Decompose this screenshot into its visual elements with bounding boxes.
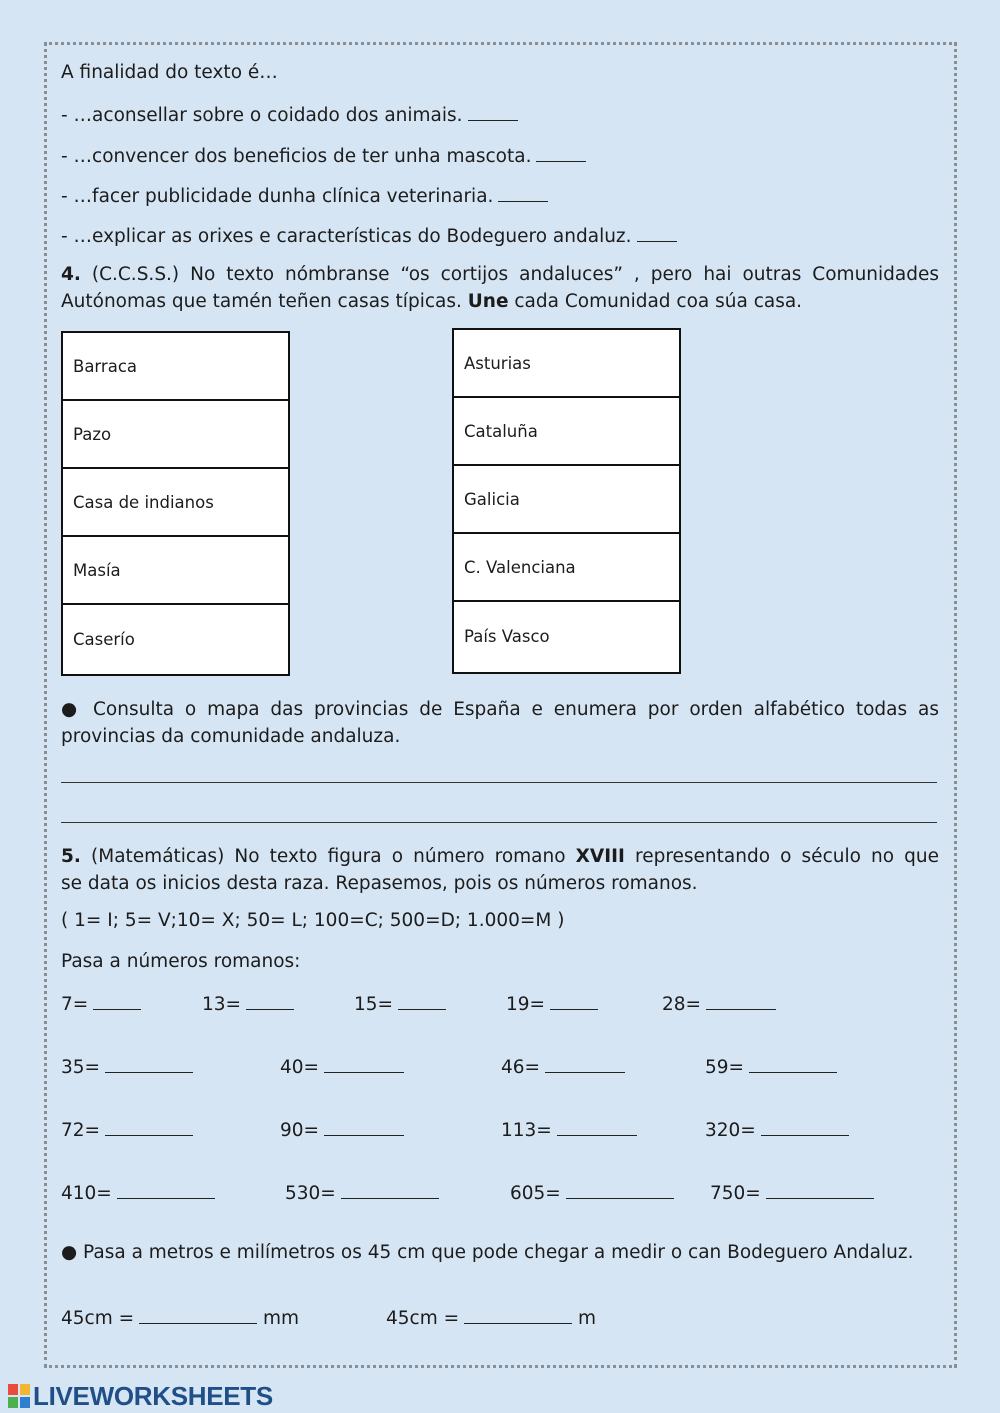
roman-exercise: 19= bbox=[506, 991, 598, 1015]
answer-blank[interactable] bbox=[566, 1180, 674, 1199]
communities-table bbox=[452, 328, 681, 674]
liveworksheets-logo[interactable] bbox=[8, 1381, 273, 1411]
roman-exercise: 530= bbox=[285, 1180, 439, 1204]
roman-exercise: 59= bbox=[705, 1054, 837, 1078]
roman-exercise: 113= bbox=[501, 1117, 637, 1141]
q3-option-1: - …aconsellar sobre o coidado dos animais. bbox=[61, 102, 518, 127]
bullet: ● bbox=[61, 699, 83, 720]
community-cell[interactable]: País Vasco bbox=[464, 626, 550, 646]
answer-blank[interactable] bbox=[468, 102, 518, 121]
answer-blank[interactable] bbox=[550, 991, 598, 1010]
answer-blank[interactable] bbox=[749, 1054, 837, 1073]
roman-exercise: 40= bbox=[280, 1054, 404, 1078]
roman-exercise: 7= bbox=[61, 991, 141, 1015]
liveworksheets-logo-icon bbox=[8, 1384, 30, 1408]
community-cell[interactable]: Cataluña bbox=[454, 398, 679, 466]
answer-blank[interactable] bbox=[324, 1054, 404, 1073]
answer-blank[interactable] bbox=[341, 1180, 439, 1199]
house-cell[interactable]: Pazo bbox=[63, 401, 288, 469]
convert-m: 45cm = m bbox=[386, 1305, 596, 1329]
convert-mm: 45cm = mm bbox=[61, 1305, 299, 1329]
roman-exercise: 35= bbox=[61, 1054, 193, 1078]
answer-blank[interactable] bbox=[139, 1305, 257, 1324]
community-cell[interactable]: Galicia bbox=[454, 466, 679, 534]
q5-statement: 5. (Matemáticas) No texto figura o número romano XVIII representando o século no que se data os inicios desta raza. Repasemos, pois os números romanos. bbox=[61, 846, 940, 894]
answer-blank[interactable] bbox=[246, 991, 294, 1010]
q3-option-4: - …explicar as orixes e características do Bodeguero andaluz. bbox=[61, 223, 677, 248]
answer-blank[interactable] bbox=[545, 1054, 625, 1073]
roman-exercise: 605= bbox=[510, 1180, 674, 1204]
answer-blank[interactable] bbox=[324, 1117, 404, 1136]
answer-blank[interactable] bbox=[498, 183, 548, 202]
q4-statement: 4. (C.C.S.S.) No texto nómbranse “os cortijos andaluces” , pero hai outras Comunidades Autónomas que tamén teñen casas típicas. Une cada Comunidad coa súa casa. bbox=[61, 264, 939, 312]
answer-blank[interactable] bbox=[536, 143, 586, 162]
roman-exercise: 410= bbox=[61, 1180, 215, 1204]
q3-intro: A finalidad do texto é… bbox=[61, 62, 278, 83]
answer-line[interactable] bbox=[61, 782, 937, 783]
answer-blank[interactable] bbox=[557, 1117, 637, 1136]
q4-map-task: ● Consulta o mapa das provincias de España e enumera por orden alfabético todas as provincias da comunidade andaluza. bbox=[61, 699, 939, 747]
answer-blank[interactable] bbox=[706, 991, 776, 1010]
community-cell[interactable]: C. Valenciana bbox=[454, 534, 679, 602]
roman-key: ( 1= I; 5= V;10= X; 50= L; 100=C; 500=D; 1.000=M ) bbox=[61, 910, 565, 931]
answer-blank[interactable] bbox=[761, 1117, 849, 1136]
houses-table bbox=[61, 331, 290, 676]
q3-option-2: - …convencer dos beneficios de ter unha mascota. bbox=[61, 143, 586, 168]
answer-blank[interactable] bbox=[117, 1180, 215, 1199]
roman-exercise: 15= bbox=[354, 991, 446, 1015]
house-cell[interactable]: Masía bbox=[63, 537, 288, 605]
answer-blank[interactable] bbox=[398, 991, 446, 1010]
community-cell[interactable]: Asturias bbox=[454, 330, 679, 398]
answer-blank[interactable] bbox=[464, 1305, 572, 1324]
answer-blank[interactable] bbox=[637, 223, 677, 242]
house-cell[interactable]: Caserío bbox=[73, 629, 135, 649]
roman-exercise: 28= bbox=[662, 991, 776, 1015]
answer-blank[interactable] bbox=[93, 991, 141, 1010]
answer-line[interactable] bbox=[61, 822, 937, 823]
roman-exercise: 13= bbox=[202, 991, 294, 1015]
answer-blank[interactable] bbox=[105, 1054, 193, 1073]
roman-exercise: 72= bbox=[61, 1117, 193, 1141]
q3-option-3: - …facer publicidade dunha clínica veterinaria. bbox=[61, 183, 548, 208]
answer-blank[interactable] bbox=[105, 1117, 193, 1136]
answer-blank[interactable] bbox=[766, 1180, 874, 1199]
q5-instruction: Pasa a números romanos: bbox=[61, 951, 301, 972]
brand-name: LIVEWORKSHEETS bbox=[33, 1380, 273, 1411]
roman-exercise: 320= bbox=[705, 1117, 849, 1141]
roman-exercise: 750= bbox=[710, 1180, 874, 1204]
house-cell[interactable]: Casa de indianos bbox=[63, 469, 288, 537]
house-cell[interactable]: Barraca bbox=[63, 333, 288, 401]
roman-exercise: 90= bbox=[280, 1117, 404, 1141]
bullet: ● bbox=[61, 1242, 78, 1263]
convert-task: ● Pasa a metros e milímetros os 45 cm que pode chegar a medir o can Bodeguero Andaluz. bbox=[61, 1242, 914, 1263]
roman-exercise: 46= bbox=[501, 1054, 625, 1078]
